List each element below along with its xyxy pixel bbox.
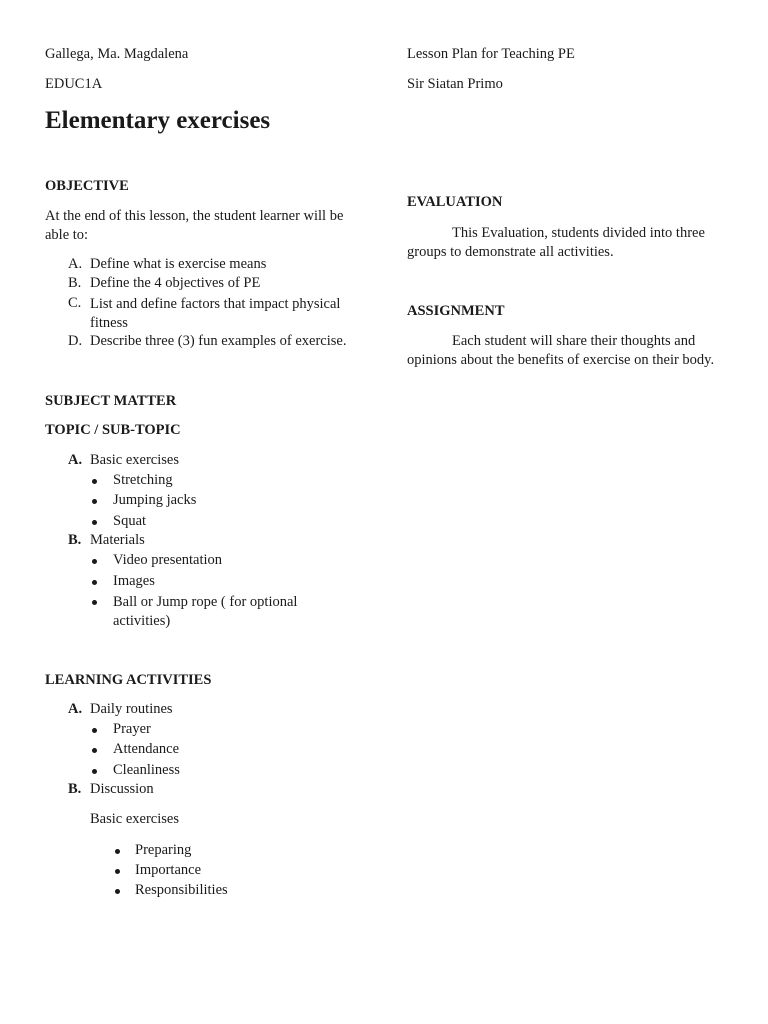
bullet-icon (92, 769, 97, 774)
list-item: Jumping jacks (113, 492, 197, 508)
objective-intro: At the end of this lesson, the student learner will be able to: (45, 208, 344, 243)
objective-marker-d: D. (68, 333, 83, 349)
list-item: Attendance (113, 741, 180, 757)
objective-item-b: Define the 4 objectives of PE (90, 275, 261, 291)
topic-marker-b: B. (68, 532, 82, 548)
list-item: Importance (135, 862, 202, 878)
topic-label-b: Materials (90, 532, 145, 548)
bullet-icon (115, 869, 120, 874)
objective-marker-c: C. (68, 295, 82, 311)
learning-activities-heading: LEARNING ACTIVITIES (45, 672, 212, 688)
list-item: Ball or Jump rope ( for optional activities) (113, 594, 298, 629)
bullet-icon (92, 728, 97, 733)
activity-label-b: Discussion (90, 781, 154, 797)
topic-label-a: Basic exercises (90, 452, 179, 468)
author-name: Gallega, Ma. Magdalena (45, 46, 189, 62)
bullet-icon (92, 499, 97, 504)
bullet-icon (92, 580, 97, 585)
list-item: Video presentation (113, 552, 223, 568)
page-title: Elementary exercises (45, 107, 271, 134)
subject-matter-heading: SUBJECT MATTER (45, 393, 177, 409)
bullet-icon (92, 559, 97, 564)
activity-marker-a: A. (68, 701, 83, 717)
instructor-name: Sir Siatan Primo (407, 76, 503, 92)
bullet-icon (92, 479, 97, 484)
list-item: Preparing (135, 842, 192, 858)
objective-marker-a: A. (68, 256, 83, 272)
objective-item-d: Describe three (3) fun examples of exercise. (90, 333, 347, 349)
assignment-heading: ASSIGNMENT (407, 303, 505, 319)
bullet-icon (92, 748, 97, 753)
list-item: Images (113, 573, 155, 589)
list-item: Responsibilities (135, 882, 228, 898)
bullet-icon (92, 600, 97, 605)
topic-subheading: TOPIC / SUB-TOPIC (45, 422, 181, 438)
objective-marker-b: B. (68, 275, 82, 291)
evaluation-text: This Evaluation, students divided into three groups to demonstrate all activities. (407, 225, 705, 260)
objective-item-a: Define what is exercise means (90, 256, 267, 272)
list-item: Prayer (113, 721, 151, 737)
list-item: Squat (113, 513, 147, 529)
bullet-icon (115, 889, 120, 894)
list-item: Stretching (113, 472, 173, 488)
bullet-icon (92, 520, 97, 525)
discussion-sub-label: Basic exercises (90, 811, 179, 827)
bullet-icon (115, 849, 120, 854)
objective-heading: OBJECTIVE (45, 178, 129, 194)
topic-marker-a: A. (68, 452, 83, 468)
evaluation-heading: EVALUATION (407, 194, 503, 210)
assignment-text: Each student will share their thoughts and opinions about the benefits of exercise on their body. (407, 333, 715, 368)
activity-marker-b: B. (68, 781, 82, 797)
objective-item-c: List and define factors that impact physical fitness (90, 296, 341, 331)
document-title: Lesson Plan for Teaching PE (407, 46, 575, 62)
activity-label-a: Daily routines (90, 701, 173, 717)
course-code: EDUC1A (45, 76, 103, 92)
list-item: Cleanliness (113, 762, 180, 778)
